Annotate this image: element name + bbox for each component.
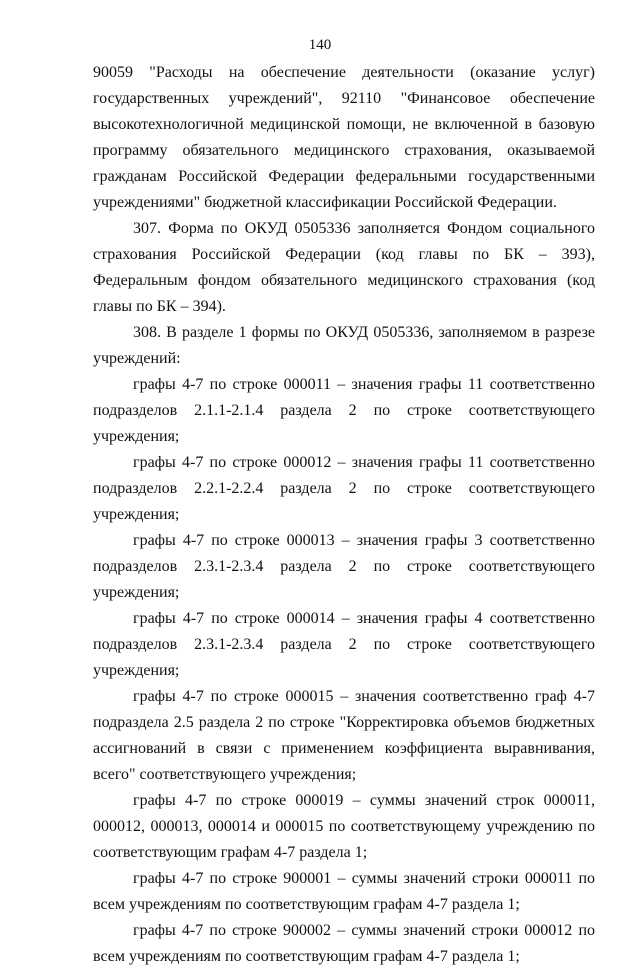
paragraph: 90059 "Расходы на обеспечение деятельности (оказание услуг) государственных учреждений", 92110 "Финансовое обеспечение высокотехнологичной медицинской помощи, не включенной в базовую программу обязательного медицинского страхования, оказываемой гражданам Российской Федерации федеральными государственными учреждениями" бюджетной классификации Российской Федерации. xyxy=(93,64,595,211)
page-number: 140 xyxy=(308,37,332,53)
paragraph: графы 4-7 по строке 000013 – значения графы 3 соответственно подразделов 2.3.1-2.3.4 раздела 2 по строке соответствующего учреждения; xyxy=(93,532,595,601)
paragraph: графы 4-7 по строке 900001 – суммы значений строки 000011 по всем учреждениям по соответствующим графам 4-7 раздела 1; xyxy=(93,870,595,913)
document-body xyxy=(93,60,595,970)
paragraph: графы 4-7 по строке 000015 – значения соответственно граф 4-7 подраздела 2.5 раздела 2 по строке "Корректировка объемов бюджетных ассигнований в связи с применением коэффициента выравнивания, всего" соответствующего учреждения; xyxy=(93,688,595,783)
paragraph: 307. Форма по ОКУД 0505336 заполняется Фондом социального страхования Российской Федерации (код главы по БК – 393), Федеральным фондом обязательного медицинского страхования (код главы по БК – 394). xyxy=(93,220,595,315)
paragraph: графы 4-7 по строке 000014 – значения графы 4 соответственно подразделов 2.3.1-2.3.4 раздела 2 по строке соответствующего учреждения; xyxy=(93,610,595,679)
paragraph: графы 4-7 по строке 000012 – значения графы 11 соответственно подразделов 2.2.1-2.2.4 раздела 2 по строке соответствующего учреждения; xyxy=(93,454,595,523)
paragraph: графы 4-7 по строке 000011 – значения графы 11 соответственно подразделов 2.1.1-2.1.4 раздела 2 по строке соответствующего учреждения; xyxy=(93,376,595,445)
paragraph: графы 4-7 по строке 900002 – суммы значений строки 000012 по всем учреждениям по соответствующим графам 4-7 раздела 1; xyxy=(93,922,595,965)
paragraph: 308. В разделе 1 формы по ОКУД 0505336, заполняемом в разрезе учреждений: xyxy=(93,324,595,367)
paragraph: графы 4-7 по строке 000019 – суммы значений строк 000011, 000012, 000013, 000014 и 000015 по соответствующему учреждению по соответствующим графам 4-7 раздела 1; xyxy=(93,792,595,861)
